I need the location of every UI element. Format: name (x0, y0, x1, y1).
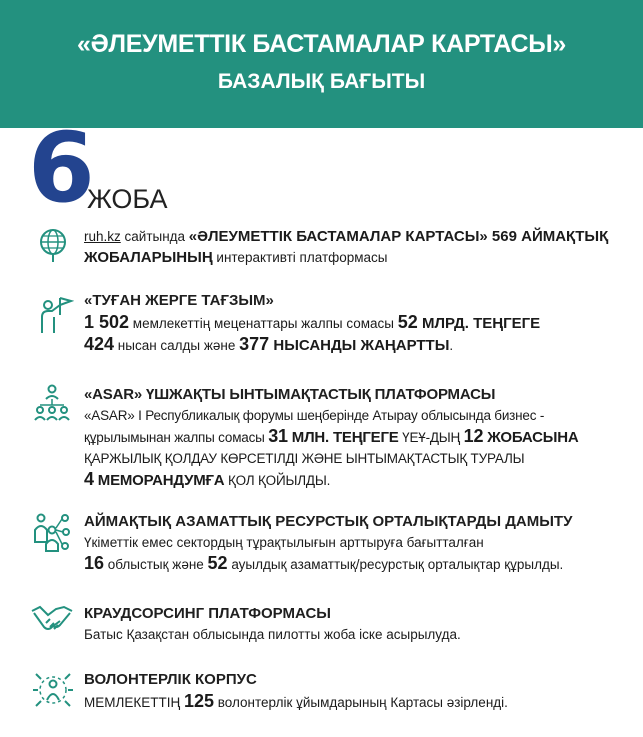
globe-pin-icon (36, 228, 72, 264)
item-number: 424 (84, 334, 115, 354)
item-text: интерактивті платформасы (212, 249, 388, 265)
list-item (84, 385, 634, 492)
item-text: . (449, 338, 454, 353)
item-text: ҚОЛ ҚОЙЫЛДЫ. (224, 473, 331, 488)
list-item (84, 670, 634, 713)
item-bold-text: МЛРД. ТЕҢГЕГЕ (417, 314, 541, 332)
list-item (84, 604, 634, 645)
header-banner (0, 0, 643, 128)
item-text: мемлекеттің меценаттары жалпы сомасы (129, 315, 398, 331)
item-text: «ASAR» I Республикалық форумы шеңберінде Атырау облысында бизнес - (84, 407, 545, 423)
list-item (84, 227, 634, 268)
team-network-icon (32, 383, 72, 423)
volunteer-network-icon (32, 670, 74, 710)
item-text: ҚАРЖЫЛЫҚ ҚОЛДАУ КӨРСЕТІЛДІ ЖӘНЕ ЫНТЫМАҚТАСТЫҚ ТУРАЛЫ (84, 450, 525, 466)
item-text: сайтында (120, 229, 189, 244)
page-subtitle: БАЗАЛЫҚ БАҒЫТЫ (217, 70, 426, 93)
item-text: Батыс Қазақстан облысында пилотты жоба іске асырылуда. (84, 626, 461, 642)
item-number: 377 (239, 334, 270, 354)
item-bold-text: НЫСАНДЫ ЖАҢАРТТЫ (269, 337, 450, 354)
item-title: «ASAR» ҮШЖАҚТЫ ЫНТЫМАҚТАСТЫҚ ПЛАТФОРМАСЫ (84, 386, 496, 403)
item-bold-text: МЛН. ТЕҢГЕГЕ (287, 429, 399, 446)
item-title: АЙМАҚТЫҚ АЗАМАТТЫҚ РЕСУРСТЫҚ ОРТАЛЫҚТАРДЫ ДАМЫТУ (84, 513, 573, 530)
item-number: 31 (268, 426, 288, 446)
ruh-kz-link[interactable]: ruh.kz (84, 229, 121, 244)
item-text: құрылымынан жалпы сомасы (84, 430, 269, 445)
item-number: 12 (463, 426, 484, 446)
project-count-label: ЖОБА (87, 184, 168, 214)
item-text: ҮЕҰ-ДЫҢ (398, 430, 464, 445)
item-number: 1 502 (84, 311, 130, 332)
item-text: волонтерлік ұйымдарының Картасы әзірленді. (214, 694, 508, 710)
list-item (84, 291, 634, 357)
item-title: КРАУДСОРСИНГ ПЛАТФОРМАСЫ (84, 605, 331, 622)
item-text: МЕМЛЕКЕТТІҢ (84, 694, 184, 710)
item-bold-text: ЖОБАСЫНА (483, 429, 579, 446)
item-text: нысан салды және (114, 338, 240, 353)
item-text: ауылдық азаматтық/ресурстық орталықтар құрылды. (227, 557, 564, 572)
item-text: Үкіметтік емес сектордың тұрақтылығын арттыруға бағытталған (84, 534, 484, 550)
item-title: «ТУҒАН ЖЕРГЕ ТАҒЗЫМ» (84, 292, 274, 309)
item-title: ВОЛОНТЕРЛІК КОРПУС (84, 671, 257, 688)
item-text: облыстық және (104, 557, 208, 572)
item-number: 52 (397, 311, 418, 332)
item-number: 4 (84, 469, 94, 489)
project-count-number: 6 (28, 112, 95, 224)
list-item (84, 512, 634, 576)
item-number: 52 (207, 553, 228, 573)
people-nodes-icon (32, 512, 72, 552)
item-bold-text: МЕМОРАНДУМҒА (93, 472, 225, 489)
flag-person-icon (34, 295, 74, 335)
item-bold-text: «ӘЛЕУМЕТТІК БАСТАМАЛАР КАРТАСЫ» 569 АЙМАҚТЫҚ (188, 228, 609, 245)
item-number: 16 (84, 553, 105, 573)
item-number: 125 (183, 690, 215, 711)
handshake-icon (30, 601, 74, 637)
item-bold-text: ЖОБАЛАРЫНЫҢ (84, 248, 213, 266)
page-title: «ӘЛЕУМЕТТІК БАСТАМАЛАР КАРТАСЫ» (77, 30, 566, 58)
